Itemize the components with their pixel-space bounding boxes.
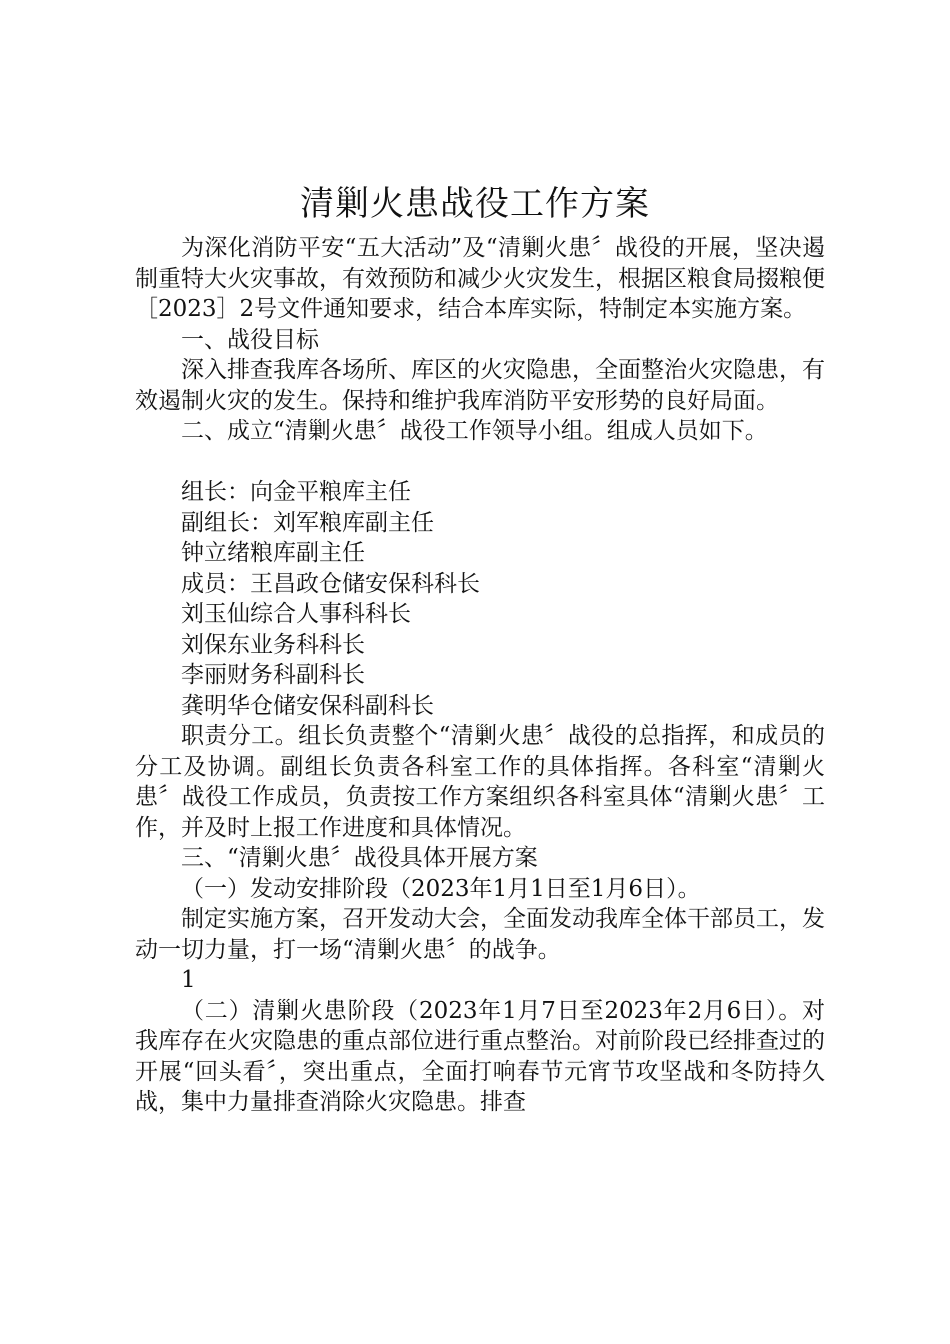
member-line: 刘保东业务科科长 bbox=[181, 631, 365, 658]
member-line: 龚明华仓储安保科副科长 bbox=[181, 692, 434, 719]
section3-heading: 三、“清剿火患〞战役具体开展方案 bbox=[181, 845, 538, 871]
member-line: 刘玉仙综合人事科科长 bbox=[181, 601, 411, 627]
duties-paragraph: 职责分工。组长负责整个“清剿火患〞战役的总指挥，和成员的分工及协调。副组长负责各科室工作的具体指挥。各科室“清剿火患〞战役工作成员，负责按工作方案组织各科室具体“清剿火患〞工作，并及时上报工作进度和具体情况。 bbox=[135, 723, 825, 841]
document-title: 清剿火患战役工作方案 bbox=[300, 184, 650, 224]
member-line: 组长：向金平粮库主任 bbox=[181, 479, 411, 505]
section1-heading: 一、战役目标 bbox=[181, 326, 319, 353]
intro-paragraph: 为深化消防平安“五大活动”及“清剿火患〞战役的开展，坚决遏制重特大火灾事故，有效预防和减少火灾发生，根据区粮食局掇粮便［2023］2号文件通知要求，结合本库实际，特制定本实施方案。 bbox=[135, 235, 825, 322]
blank-line bbox=[135, 447, 825, 478]
page-number: 1 bbox=[181, 967, 196, 993]
member-line: 钟立绪粮库副主任 bbox=[181, 540, 365, 566]
section1-paragraph: 深入排查我库各场所、库区的火灾隐患，全面整治火灾隐患，有效遏制火灾的发生。保持和维护我库消防平安形势的良好局面。 bbox=[135, 357, 825, 414]
section2-heading: 二、成立“清剿火患〞战役工作领导小组。组成人员如下。 bbox=[181, 418, 768, 444]
document-body bbox=[135, 233, 825, 1118]
phase2-paragraph: （二）清剿火患阶段（2023年1月7日至2023年2月6日）。对我库存在火灾隐患的重点部位进行重点整治。对前阶段已经排查过的开展“回头看〞，突出重点，全面打响春节元宵节攻坚战和冬防持久战，集中力量排查消除火灾隐患。排查 bbox=[135, 997, 825, 1115]
member-line: 副组长：刘军粮库副主任 bbox=[181, 509, 434, 536]
member-line: 成员：王昌政仓储安保科科长 bbox=[181, 570, 480, 597]
member-line: 李丽财务科副科长 bbox=[181, 662, 365, 688]
phase1-paragraph: 制定实施方案，召开发动大会，全面发动我库全体干部员工，发动一切力量，打一场“清剿火患〞的战争。 bbox=[135, 906, 825, 963]
phase1-heading: （一）发动安排阶段（2023年1月1日至1月6日）。 bbox=[181, 875, 701, 902]
